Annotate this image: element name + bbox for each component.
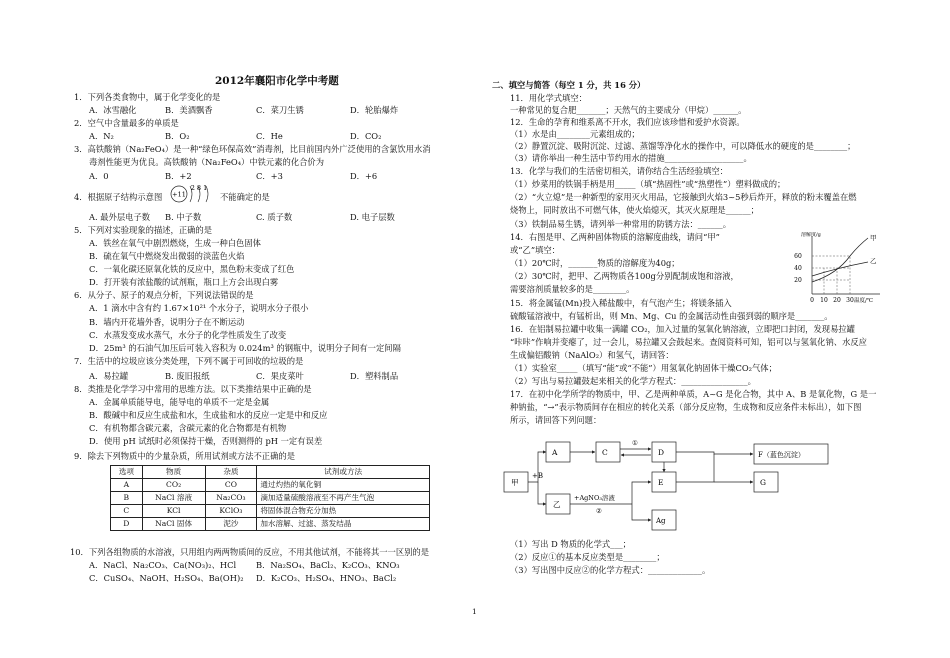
- left-line: D．塑料制品: [350, 371, 399, 381]
- x-tick-20: 20: [833, 297, 841, 304]
- right-line: （2）30℃时，把甲、乙两物质各100g分别配制成饱和溶液，: [510, 271, 739, 281]
- table-header-row: [111, 466, 430, 479]
- table-cell: CO₂: [142, 479, 205, 492]
- x-tick-0: 0: [810, 297, 814, 304]
- node-E: [652, 472, 676, 492]
- right-line: （1）实验室_____（填写“能”或“不能”）用氢氧化钠固体干燥CO₂气体；: [510, 363, 777, 373]
- table-cell: 泥沙: [205, 518, 257, 531]
- left-line: B．墙内开花墙外香，说明分子在不断运动: [89, 317, 245, 327]
- left-line: D．25m³ 的石油气加压后可装入容积为 0.024m³ 的钢瓶中，说明分子间有一定间隔: [89, 343, 401, 353]
- left-line: 1．下列各类食物中，属于化学变化的是: [74, 92, 221, 102]
- left-line: 5．下列对实验现象的描述，正确的是: [74, 225, 213, 235]
- right-line: （3）铁制品易生锈，请列举一种常用的防锈方法：______。: [510, 219, 731, 229]
- left-line: 毒剂性能更为优良。高铁酸钠（Na₂FeO₄）中铁元素的化合价为: [89, 157, 325, 167]
- table-cell: 通过灼热的氧化铜: [257, 479, 430, 492]
- left-line: A．0: [89, 171, 109, 181]
- left-line: D．打开装有浓盐酸的试剂瓶，瓶口上方会出现白雾: [89, 277, 279, 287]
- left-line: 4．根据原子结构示意图: [74, 192, 163, 202]
- x-tick-30: 30: [846, 297, 854, 304]
- right-line: （1）炒菜用的铁锅手柄是用_____（填“热固性”或“热塑性”）塑料做成的；: [510, 179, 786, 189]
- right-line: 硫酸锰溶液中，有锰析出，则 Mn、Mg、Cu 的金属活动性由强到弱的顺序是_______。: [510, 311, 833, 321]
- left-line: C．He: [256, 131, 283, 141]
- left-line: B．硫在氧气中燃烧发出微弱的淡蓝色火焰: [89, 251, 245, 261]
- y-axis-label: 溶解度/g: [801, 232, 821, 238]
- right-line: “咔咔”作响并变瘪了，过一会儿，易拉罐又会鼓起来。查阅资料可知，铝可以与氢氧化钠、水反应: [510, 337, 867, 347]
- left-line: B. 中子数: [165, 212, 202, 222]
- right-line: 需要溶剂质量较多的是________。: [510, 284, 635, 294]
- table-cell: NaCl 固体: [142, 518, 205, 531]
- nucleus-charge: +11: [172, 190, 186, 199]
- right-line: 13．化学与我们的生活密切相关，请你结合生活经验填空：: [510, 166, 728, 176]
- node-A: [546, 442, 570, 462]
- right-line: （2）反应①的基本反应类型是________；: [510, 552, 665, 562]
- left-line: C．+3: [256, 171, 283, 181]
- table-cell: 滴加适量硫酸溶液至不再产生气泡: [257, 492, 430, 505]
- left-line: A．易拉罐: [89, 371, 129, 381]
- right-line: （1）水是由________元素组成的；: [510, 129, 640, 139]
- right-line: 所示，请回答下列问题：: [510, 415, 602, 425]
- table-cell: A: [111, 479, 143, 492]
- label-plus-B: +B: [532, 472, 544, 480]
- left-line: 10．下列各组物质的水溶液，只用组内两两物质间的反应，不用其他试剂，不能将其一一区别的是: [70, 547, 430, 557]
- left-line: A．1 滴水中含有约 1.67×10²¹ 个水分子，说明水分子很小: [89, 303, 309, 313]
- svg-text:G: G: [760, 478, 766, 487]
- right-line: 16．在铝制易拉罐中收集一满罐 CO₂，加入过量的氢氧化钠溶液，立即把口封闭，发现易拉罐: [510, 324, 855, 334]
- left-line: C．CuSO₄、NaOH、H₂SO₄、Ba(OH)₂: [89, 573, 244, 583]
- right-line: 14．右图是甲、乙两种固体物质的溶解度曲线，请问“甲”: [510, 232, 720, 242]
- right-line: （2）写出与易拉罐鼓起来相关的化学方程式：________________。: [510, 376, 756, 386]
- left-line: C．菜刀生锈: [256, 105, 304, 115]
- left-line: B．O₂: [165, 131, 190, 141]
- y-tick-60: 60: [794, 253, 802, 260]
- node-C: [596, 442, 620, 462]
- left-line: 9．除去下列物质中的少量杂质，所用试剂或方法不正确的是: [74, 451, 295, 461]
- left-line: A．铁丝在氧气中剧烈燃烧，生成一种白色固体: [89, 238, 261, 248]
- left-line: B．酸碱中和反应生成盐和水，生成盐和水的反应一定是中和反应: [89, 410, 328, 420]
- left-line: D．使用 pH 试纸时必须保持干燥，否则测得的 pH 一定有误差: [89, 436, 323, 446]
- table-cell: 加水溶解、过滤、蒸发结晶: [257, 518, 430, 531]
- left-line: A．冰雪融化: [89, 105, 137, 115]
- right-line: 15．将金属锰(Mn)投入稀盐酸中，有气泡产生；将镁条插入: [510, 298, 732, 308]
- left-line: A．NaCl、Na₂CO₃、Ca(NO₃)₂、HCl: [89, 560, 237, 570]
- table-header-cell: 杂质: [205, 466, 257, 479]
- left-line: C．果皮菜叶: [256, 371, 304, 381]
- right-line: 12．生命的孕育和维系离不开水，我们应该珍惜和爱护水资源。: [510, 117, 745, 127]
- table-cell: C: [111, 505, 143, 518]
- right-line: 种钠盐，“→”表示物质间存在相应的转化关系（部分反应物，生成物和反应条件未标出），如下图: [510, 402, 862, 412]
- table-row: [111, 505, 430, 518]
- table-header-cell: 物质: [142, 466, 205, 479]
- table-header-cell: 选项: [111, 466, 143, 479]
- left-line: D．K₂CO₃、H₂SO₄、HNO₃、BaCl₂: [256, 573, 397, 583]
- left-line: C．有机物都含碳元素，含碳元素的化合物都是有机物: [89, 423, 287, 433]
- right-line: （3）写出图中反应②的化学方程式：_____________。: [510, 565, 711, 575]
- left-line: 6．从分子、原子的观点分析，下列说法错误的是: [74, 290, 254, 300]
- right-line: （2）“火立熄”是一种新型的家用灭火用品，它接触到火焰3~5秒后炸开，释放的粉末覆盖在燃: [510, 192, 857, 202]
- right-line: （2）静置沉淀、吸附沉淀、过滤、蒸馏等净化水的操作中，可以降低水的硬度的是________；: [510, 141, 856, 151]
- table-cell: KClO₃: [205, 505, 257, 518]
- reaction-flow-diagram: [502, 432, 832, 540]
- svg-text:F（蓝色沉淀）: F（蓝色沉淀）: [758, 451, 805, 459]
- left-line: B．Na₂SO₄、BaCl₂、K₂CO₃、KNO₃: [256, 560, 400, 570]
- table-row: [111, 479, 430, 492]
- x-tick-10: 10: [820, 297, 828, 304]
- table-cell: D: [111, 518, 143, 531]
- x-axis-label: 温度/℃: [854, 298, 874, 304]
- left-line: 2．空气中含量最多的单质是: [74, 118, 179, 128]
- table-cell: 将固体混合物充分加热: [257, 505, 430, 518]
- left-line: A．金属单质能导电，能导电的单质不一定是金属: [89, 397, 270, 407]
- left-line: A．N₂: [89, 131, 114, 141]
- question9-table: [110, 465, 430, 531]
- right-line: （1）写出 D 物质的化学式___；: [510, 539, 631, 549]
- left-line: D．轮胎爆炸: [350, 105, 399, 115]
- table-cell: Na₂CO₃: [205, 492, 257, 505]
- table-header-cell: 试剂或方法: [257, 466, 430, 479]
- svg-text:A: A: [552, 448, 558, 457]
- table-row: [111, 492, 430, 505]
- svg-text:乙: 乙: [553, 500, 561, 509]
- left-line: 7．生活中的垃圾应该分类处理，下列不属于可回收的垃圾的是: [74, 356, 304, 366]
- right-line: 一种常见的复合肥_______；天然气的主要成分（甲烷）______。: [510, 105, 747, 115]
- electron-shells: 2 8 1: [190, 184, 208, 192]
- series-label-yi: 乙: [870, 257, 877, 265]
- right-line: 17．在初中化学所学的物质中，甲、乙是两种单质，A~G 是化合物，其中 A、B 是氧化物，G 是一: [510, 389, 877, 399]
- right-line: 11．用化学式填空：: [510, 93, 587, 103]
- y-tick-20: 20: [794, 277, 802, 284]
- solubility-curve-graph: [792, 232, 884, 310]
- y-tick-40: 40: [794, 265, 802, 272]
- label-agno3: +AgNO₃溶液: [574, 494, 615, 502]
- svg-text:D: D: [658, 448, 665, 457]
- left-line: 不能确定的是: [220, 192, 270, 202]
- label-r2: ②: [596, 507, 602, 515]
- left-line: C．一氧化碳还原氧化铁的反应中，黑色粉末变成了红色: [89, 264, 295, 274]
- node-G: [754, 472, 778, 492]
- table-cell: NaCl 溶液: [142, 492, 205, 505]
- svg-text:C: C: [602, 448, 608, 457]
- table-row: [111, 518, 430, 531]
- atom-structure-diagram: [168, 182, 220, 206]
- left-line: 8．类推是化学学习中常用的思维方法。以下类推结果中正确的是: [74, 384, 312, 394]
- left-line: D．CO₂: [350, 131, 382, 141]
- page-title: 2012年襄阳市化学中考题: [215, 75, 339, 87]
- page-number: 1: [472, 607, 477, 616]
- left-line: D. 电子层数: [350, 212, 395, 222]
- curve-jia: [812, 238, 868, 282]
- right-line: 生成偏铝酸钠（NaAlO₂）和氢气，请回答：: [510, 350, 674, 360]
- svg-text:甲: 甲: [511, 478, 519, 487]
- svg-text:Ag: Ag: [656, 517, 666, 525]
- left-line: B. 废旧报纸: [165, 371, 210, 381]
- left-line: B．美酒飘香: [165, 105, 213, 115]
- left-line: C．水蒸发变成水蒸气，水分子的化学性质发生了改变: [89, 330, 287, 340]
- right-line: 烧物上，同时放出不可燃气体，使火焰熄灭，其灭火原理是______；: [510, 205, 759, 215]
- table-cell: B: [111, 492, 143, 505]
- svg-text:E: E: [658, 478, 664, 487]
- left-line: B．+2: [165, 171, 192, 181]
- left-line: C. 质子数: [256, 212, 293, 222]
- right-line: 二、填空与简答（每空 1 分，共 16 分）: [492, 80, 646, 90]
- left-line: A. 最外层电子数: [89, 212, 151, 222]
- right-line: （1）20℃时，_______物质的溶解度为40g；: [510, 258, 680, 268]
- left-line: 3．高铁酸钠（Na₂FeO₄）是一种“绿色环保高效”消毒剂，比目前国内外广泛使用的含氯饮用水消: [74, 144, 431, 154]
- right-line: （3）请你举出一种生活中节约用水的措施___________________。: [510, 153, 752, 163]
- label-r1: ①: [632, 439, 638, 447]
- table-cell: CO: [205, 479, 257, 492]
- left-line: D．+6: [350, 171, 378, 181]
- series-label-jia: 甲: [870, 234, 877, 242]
- table-cell: KCl: [142, 505, 205, 518]
- right-line: 或“乙”填空：: [510, 245, 560, 255]
- curve-yi: [812, 262, 868, 276]
